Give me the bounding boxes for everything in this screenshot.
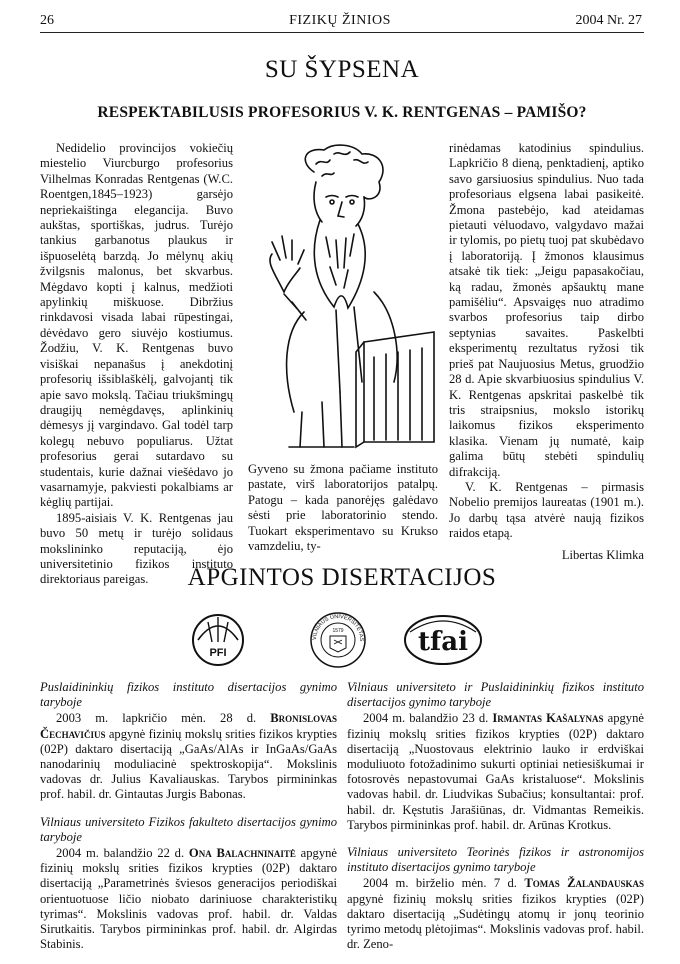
article-column-1 bbox=[40, 141, 233, 588]
defense-date: 2004 m. balandžio 23 d. bbox=[363, 711, 489, 726]
dissertation-details: apgynė fizinių mokslų srities fizikos krypties (02P) daktaro disertaciją „GaAs/AlAs ir InGaAs/GaAs nanodarinių moduliacinė spektroskopija“. Mokslinis vadovas dr. Julius Kavaliauskas. Tarybos pirmininkas prof. habil. dr. Gintautas Jurgis Babonas. bbox=[40, 726, 337, 802]
dissertations-column-right bbox=[347, 680, 644, 952]
issue-label: 2004 Nr. 27 bbox=[575, 13, 642, 28]
defense-council: Puslaidininkių fizikos instituto disertacijos gynimo taryboje bbox=[40, 680, 337, 710]
article-title: RESPEKTABILUSIS PROFESORIUS V. K. RENTGENAS – PAMIŠO? bbox=[97, 104, 587, 121]
caricature-drawing bbox=[244, 142, 440, 457]
candidate-name: Ona Balachninaitė bbox=[188, 846, 296, 861]
vu-seal-logo bbox=[308, 610, 368, 670]
defense-date: 2004 m. balandžio 22 d. bbox=[56, 846, 185, 861]
dissertation-text bbox=[347, 711, 644, 833]
defense-council: Vilniaus universiteto ir Puslaidininkių fizikos instituto disertacijos gynimo taryboje bbox=[347, 680, 644, 710]
dissertation-entry bbox=[347, 680, 644, 833]
candidate-name: Irmantas Kašalynas bbox=[492, 711, 604, 726]
dissertation-details: apgynė fizinių mokslų srities fizikos krypties (02P) daktaro disertaciją „Parametrinės šviesos generacijos periodiškai orientuotuose ličio niobato dariniuose charakteristikų tyrimas“. Mokslinis vadovas prof. habil. dr. Valdas Sirutkaitis. Tarybos pirmininkas prof. habil. dr. Algirdas Stabinis. bbox=[40, 846, 338, 952]
defense-council: Vilniaus universiteto Teorinės fizikos ir astronomijos instituto disertacijos gynimo taryboje bbox=[347, 845, 644, 875]
dissertation-entry bbox=[40, 815, 337, 953]
section-title-dissertations: APGINTOS DISERTACIJOS bbox=[187, 564, 497, 591]
candidate-name: Tomas Žalandauskas bbox=[524, 876, 644, 891]
dissertation-entry bbox=[347, 845, 644, 952]
article-paragraph: Gyveno su žmona pačiame instituto pastate, virš laboratorijos patalpų. Patogu – kada panorėjęs galėdavo sėsti prie laboratorinio stendo. Tuokart eksperimentavo su Krukso vamzdeliu, ty- bbox=[248, 462, 438, 554]
vu-seal-ring-text: VILNIAUS UNIVERSITETAS bbox=[311, 613, 365, 642]
article-paragraph: Nedidelio provincijos vokiečių miestelio Viurcburgo profesorius Vilhelmas Konradas Rentgenas (W.C. Roentgen,1845–1923) garsėjo nepriekaištinga elegancija. Buvo aukštas, sportiškas, judrus. Turėjo tankius garbanotus plaukus ir išpuoselėtą barzdą. Jo mėlynų akių žvilgsnis malonus, bet skvarbus. Mėgdavo kopti į kalnus, medžioti apylinkių miškuose. Dibržius rinkdavosi visada labai rūpestingai, dėvėdavo gero siuvėjo kostiumus. Žodžiu, V. K. Rentgenas buvo visiškai nepanašus į anekdotinį profesorių išsiblaškėlį, galvojantį tik apie savo mokslą. Tačiau triukšmingų draugijų nemėgdavęs, aplinkinių dėmesys jį vargindavo. Gal todėl tarp kolegų nebuvo populiarus. Užtat profesorius gerai sutardavo su studentais, kurie dažnai viešėdavo jo vasarnamyje, pakviesti pokalbiams ar kėglių partijai. bbox=[40, 141, 233, 510]
dissertation-entry bbox=[40, 680, 337, 803]
section-title-humor: SU ŠYPSENA bbox=[264, 56, 420, 83]
author-signature: Libertas Klimka bbox=[561, 547, 644, 562]
dissertation-text bbox=[347, 876, 644, 952]
article-column-3 bbox=[449, 141, 644, 563]
page-number: 26 bbox=[40, 13, 54, 28]
journal-name: FIZIKŲ ŽINIOS bbox=[289, 13, 391, 28]
pfi-logo-text: PFI bbox=[209, 647, 227, 659]
dissertation-details: apgynė fizinių mokslų srities fizikos krypties (02P) daktaro disertaciją „Sudėtingų atomų ir jonų teorinio tyrimo metodų plėtojimas“. Mokslinis vadovas prof. habil. dr. Zeno- bbox=[347, 891, 644, 952]
tfai-logo bbox=[400, 612, 486, 668]
article-column-2 bbox=[248, 462, 438, 554]
defense-date: 2004 m. birželio mėn. 7 d. bbox=[363, 876, 517, 891]
defense-council: Vilniaus universiteto Fizikos fakulteto disertacijos gynimo taryboje bbox=[40, 814, 337, 844]
article-paragraph: rinėdamas katodinius spindulius. Lapkričio 8 dieną, penktadienį, aptiko savo garsiuosius spindulius. Nuo tada profesoriaus elgsena labai pasikeitė. Žmona pastebėjo, kad ateidamas pietauti vėluodavo, valgydavo mažai ir tylomis, po pietų tuoj pat skubėdavo į laboratoriją. Į žmonos klausimus atsakė tik tiek: „Jeigu papasakočiau, ką radau, žmonės apšauktų mane pamišėliu“. Apsvaigęs nuo atradimo svarbos profesorius taip dirbo septynias savaites. Paskelbti eksperimentų rezultatus ryžosi tik prieš pat Naujuosius Metus, gruodžio 28 d. Apie skvarbiuosius spindulius V. K. Rentgenas apskritai paskelbė tik tris straipsnius, mokslo istorikų laikomus fizikos eksperimento klasika. Vienam jų numatė, kaip galima būtų stebėti spindulių difrakciją. bbox=[449, 141, 644, 479]
article-paragraph: 1895-aisiais V. K. Rentgenas jau buvo 50 metų ir turėjo solidaus mokslininko reputaciją, ėjo universitetinio fizikos instituto direktoriaus pareigas. bbox=[40, 510, 233, 587]
vu-seal-year: 1579 bbox=[332, 628, 344, 634]
candidate-name: Bronislovas Čechavičius bbox=[40, 711, 337, 741]
dissertation-details: apgynė fizinių mokslų srities fizikos krypties (02P) daktaro disertaciją „Nuostovaus elektrinio lauko ir erdviškai moduliuoto fotožadinimo sukurti optiniai netiesiškumai ir fotosrovės nepastovumai GaAs kristaluose“. Mokslinis vadovas habil. dr. Liudvikas Subačius; konsultantai: prof. habil. dr. Kęstutis Jarašiūnas, dr. Vidmantas Remeikis. Tarybos pirmininkas prof. habil. dr. Arūnas Krotkus. bbox=[347, 711, 644, 832]
caricature-illustration bbox=[244, 142, 440, 457]
defense-date: 2003 m. lapkričio mėn. 28 d. bbox=[56, 711, 257, 726]
tfai-logo-text: tfai bbox=[418, 627, 468, 657]
dissertation-text bbox=[40, 846, 337, 952]
pfi-logo bbox=[190, 612, 246, 668]
dissertation-text bbox=[40, 711, 337, 802]
article-paragraph: V. K. Rentgenas – pirmasis Nobelio premijos laureatas (1901 m.). Jo darbų tąsa atvėrė naują fizikos raidos etapą. bbox=[449, 479, 644, 541]
dissertations-column-left bbox=[40, 680, 337, 964]
header-rule bbox=[40, 32, 644, 33]
